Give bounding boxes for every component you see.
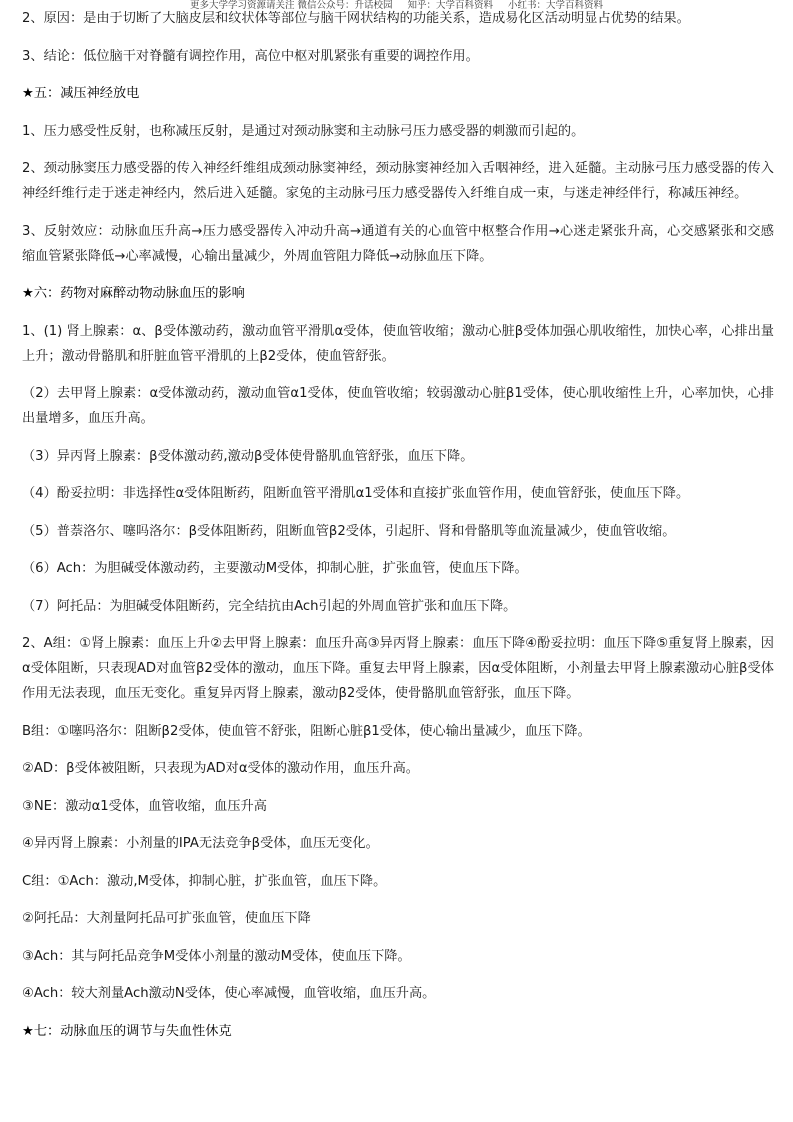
header-xiaohongshu-text: 小红书：大学百科资料 — [508, 0, 604, 11]
paragraph-group-c-2: ②阿托品：大剂量阿托品可扩张血管，使血压下降 — [22, 911, 311, 926]
paragraph-group-b-2: ②AD：β受体被阻断，只表现为AD对α受体的激动作用，血压升高。 — [22, 761, 419, 776]
section-heading-7: ★七：动脉血压的调节与失血性休克 — [22, 1023, 232, 1039]
paragraph-group-a: 2、A组：①肾上腺素：血压上升②去甲肾上腺素：血压升高③异丙肾上腺素：血压下降④酚妥拉明：血压下降⑤重复肾上腺素，因α受体阻断，只表现AD对血管β2受体的激动，血压下降。重复去甲肾上腺素，因α受体阻断，小剂量去甲肾上腺素激动心脏β受体作用无法表现，血压无变化。重复异丙肾上腺素，激动β2受体，使骨骼肌血管舒张，血压下降。 — [22, 636, 774, 701]
paragraph-reflex-effect: 3、反射效应：动脉血压升高→压力感受器传入冲动升高→通道有关的心血管中枢整合作用→心迷走紧张升高，心交感紧张和交感缩血管紧张降低→心率减慢，心输出量减少，外周血管阻力降低→动脉血压下降。 — [22, 223, 774, 264]
paragraph-drug-atropine: （7）阿托品：为胆碱受体阻断药，完全结抗由Ach引起的外周血管扩张和血压下降。 — [22, 598, 517, 614]
paragraph-baroreflex-definition: 1、压力感受性反射，也称减压反射，是通过对颈动脉窦和主动脉弓压力感受器的刺激而引起的。 — [22, 123, 585, 139]
paragraph-drug-adrenaline: 1、(1) 肾上腺素：α、β受体激动药，激动血管平滑肌α受体，使血管收缩；激动心脏β受体加强心肌收缩性，加快心率，心排出量上升；激动骨骼肌和肝脏血管平滑肌的上β2受体，使血管舒张。 — [22, 323, 774, 364]
paragraph-conclusion-result: 3、结论：低位脑干对脊髓有调控作用，高位中枢对肌紧张有重要的调控作用。 — [22, 48, 479, 64]
section-heading-5: ★五：减压神经放电 — [22, 86, 140, 101]
paragraph-drug-isoprenaline: （3）异丙肾上腺素：β受体激动药,激动β受体使骨骼肌血管舒张，血压下降。 — [22, 448, 474, 464]
paragraph-drug-ach: （6）Ach：为胆碱受体激动药，主要激动M受体，抑制心脏，扩张血管，使血压下降。 — [22, 561, 528, 576]
paragraph-drug-propranolol: （5）普萘洛尔、噻吗洛尔：β受体阻断药，阻断血管β2受体，引起肝、肾和骨骼肌等血流量减少，使血管收缩。 — [22, 523, 676, 539]
paragraph-drug-noradrenaline: （2）去甲肾上腺素：α受体激动药，激动血管α1受体，使血管收缩；较弱激动心脏β1受体，使心肌收缩性上升，心率加快，心排出量增多，血压升高。 — [22, 386, 774, 426]
paragraph-afferent-nerves: 2、颈动脉窦压力感受器的传入神经纤维组成颈动脉窦神经，颈动脉窦神经加入舌咽神经，进入延髓。主动脉弓压力感受器的传入神经纤维行走于迷走神经内，然后进入延髓。家兔的主动脉弓压力感受器传入纤维自成一束，与迷走神经伴行，称减压神经。 — [22, 161, 774, 201]
paragraph-group-c-1: C组：①Ach：激动,M受体，抑制心脏，扩张血管，血压下降。 — [22, 873, 387, 889]
document-body — [22, 6, 774, 1056]
paragraph-conclusion-reason: 2、原因：是由于切断了大脑皮层和纹状体等部位与脑干网状结构的功能关系，造成易化区活动明显占优势的结果。 — [22, 11, 690, 26]
paragraph-group-b-3: ③NE：激动α1受体，血管收缩，血压升高 — [22, 798, 267, 814]
header-wechat-text: 更多大学学习资源请关注 微信公众号：升话校园 — [189, 0, 393, 11]
header-zhihu-text: 知乎：大学百科资料 — [407, 0, 494, 11]
section-heading-6: ★六：药物对麻醉动物动脉血压的影响 — [22, 286, 245, 301]
paragraph-group-b-1: B组：①噻吗洛尔：阻断β2受体，使血管不舒张，阻断心脏β1受体，使心输出量减少，血压下降。 — [22, 723, 591, 739]
paragraph-group-b-4: ④异丙肾上腺素：小剂量的IPA无法竞争β受体，血压无变化。 — [22, 836, 379, 851]
paragraph-group-c-3: ③Ach：其与阿托品竞争M受体小剂量的激动M受体，使血压下降。 — [22, 948, 411, 964]
paragraph-group-c-4: ④Ach：较大剂量Ach激动N受体，使心率减慢，血管收缩，血压升高。 — [22, 986, 436, 1001]
paragraph-drug-phentolamine: （4）酚妥拉明：非选择性α受体阻断药，阻断血管平滑肌α1受体和直接扩张血管作用，使血管舒张，使血压下降。 — [22, 486, 690, 501]
